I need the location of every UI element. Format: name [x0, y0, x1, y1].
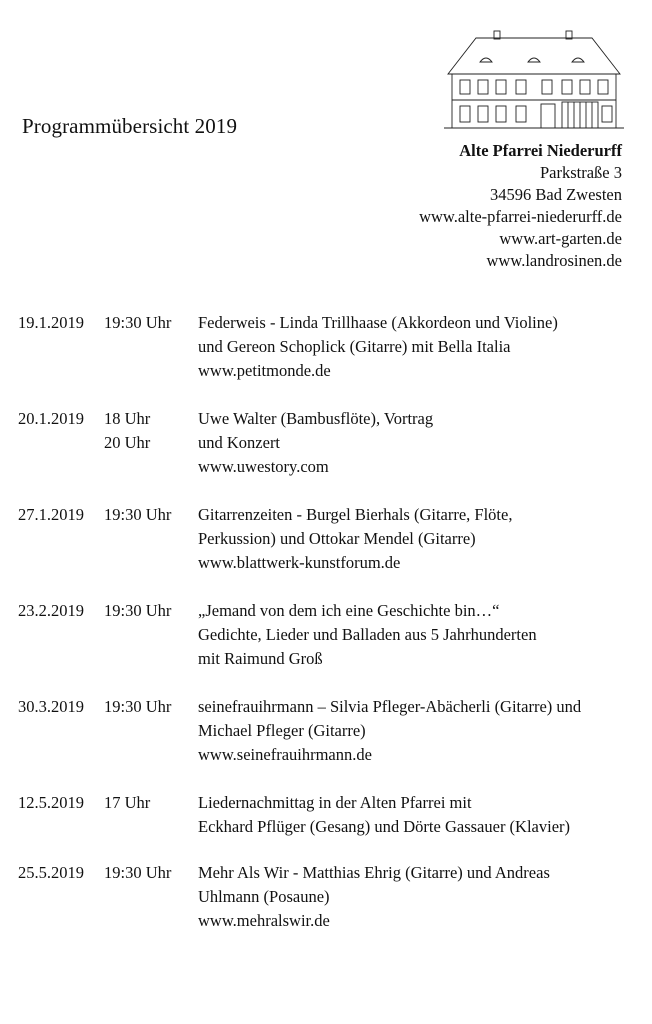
event-link[interactable]: www.uwestory.com — [198, 457, 329, 476]
website-link[interactable]: www.art-garten.de — [499, 229, 622, 248]
event-date: 23.2.2019 — [18, 601, 84, 620]
event-link[interactable]: www.blattwerk-kunstforum.de — [198, 553, 401, 572]
event-row — [18, 791, 638, 839]
event-description — [198, 407, 638, 479]
event-time: 19:30 Uhr — [104, 505, 172, 524]
event-date: 20.1.2019 — [18, 409, 84, 428]
event-line: Uwe Walter (Bambusflöte), Vortrag — [198, 409, 434, 428]
org-name: Alte Pfarrei Niederurff — [459, 141, 622, 160]
event-line: Uhlmann (Posaune) — [198, 887, 330, 906]
event-times — [104, 311, 198, 383]
event-description — [198, 311, 638, 383]
event-line: Michael Pfleger (Gitarre) — [198, 721, 366, 740]
website-link[interactable]: www.alte-pfarrei-niederurff.de — [419, 207, 622, 226]
event-row — [18, 503, 638, 575]
event-description — [198, 695, 638, 767]
event-line: seinefrauihrmann – Silvia Pfleger-Abächerli (Gitarre) und — [198, 697, 582, 716]
event-date: 19.1.2019 — [18, 313, 84, 332]
event-line: Mehr Als Wir - Matthias Ehrig (Gitarre) und Andreas — [198, 863, 550, 882]
event-line: Gitarrenzeiten - Burgel Bierhals (Gitarre, Flöte, — [198, 505, 513, 524]
event-times — [104, 791, 198, 839]
website-link[interactable]: www.landrosinen.de — [486, 251, 622, 270]
building-drawing-icon — [444, 28, 624, 132]
event-date: 12.5.2019 — [18, 793, 84, 812]
event-date: 30.3.2019 — [18, 697, 84, 716]
event-time: 20 Uhr — [104, 433, 151, 452]
event-row — [18, 599, 638, 671]
event-line: Liedernachmittag in der Alten Pfarrei mit — [198, 793, 472, 812]
address-block — [419, 140, 622, 272]
event-line: „Jemand von dem ich eine Geschichte bin…“ — [198, 601, 500, 620]
event-description — [198, 791, 638, 839]
event-date: 27.1.2019 — [18, 505, 84, 524]
event-description — [198, 861, 638, 933]
event-line: Federweis - Linda Trillhaase (Akkordeon und Violine) — [198, 313, 558, 332]
event-times — [104, 407, 198, 479]
event-list — [18, 311, 638, 957]
event-times — [104, 599, 198, 671]
event-time: 19:30 Uhr — [104, 697, 172, 716]
event-line: Eckhard Pflüger (Gesang) und Dörte Gassauer (Klavier) — [198, 817, 571, 836]
event-line: und Gereon Schoplick (Gitarre) mit Bella Italia — [198, 337, 511, 356]
event-date: 25.5.2019 — [18, 863, 84, 882]
event-times — [104, 861, 198, 933]
event-time: 18 Uhr — [104, 409, 151, 428]
event-link[interactable]: www.seinefrauihrmann.de — [198, 745, 372, 764]
event-time: 19:30 Uhr — [104, 863, 172, 882]
event-time: 19:30 Uhr — [104, 601, 172, 620]
event-link[interactable]: www.petitmonde.de — [198, 361, 331, 380]
event-row — [18, 695, 638, 767]
event-time: 17 Uhr — [104, 793, 151, 812]
street: Parkstraße 3 — [539, 163, 622, 182]
event-row — [18, 407, 638, 479]
event-time: 19:30 Uhr — [104, 313, 172, 332]
event-times — [104, 695, 198, 767]
city: 34596 Bad Zwesten — [490, 185, 622, 204]
event-line: mit Raimund Groß — [198, 649, 323, 668]
event-line: und Konzert — [198, 433, 281, 452]
event-line: Perkussion) und Ottokar Mendel (Gitarre) — [198, 529, 476, 548]
event-row — [18, 311, 638, 383]
event-link[interactable]: www.mehralswir.de — [198, 911, 330, 930]
event-description — [198, 503, 638, 575]
event-times — [104, 503, 198, 575]
event-description — [198, 599, 638, 671]
page-title: Programmübersicht 2019 — [22, 114, 238, 138]
event-row — [18, 861, 638, 933]
event-line: Gedichte, Lieder und Balladen aus 5 Jahrhunderten — [198, 625, 537, 644]
